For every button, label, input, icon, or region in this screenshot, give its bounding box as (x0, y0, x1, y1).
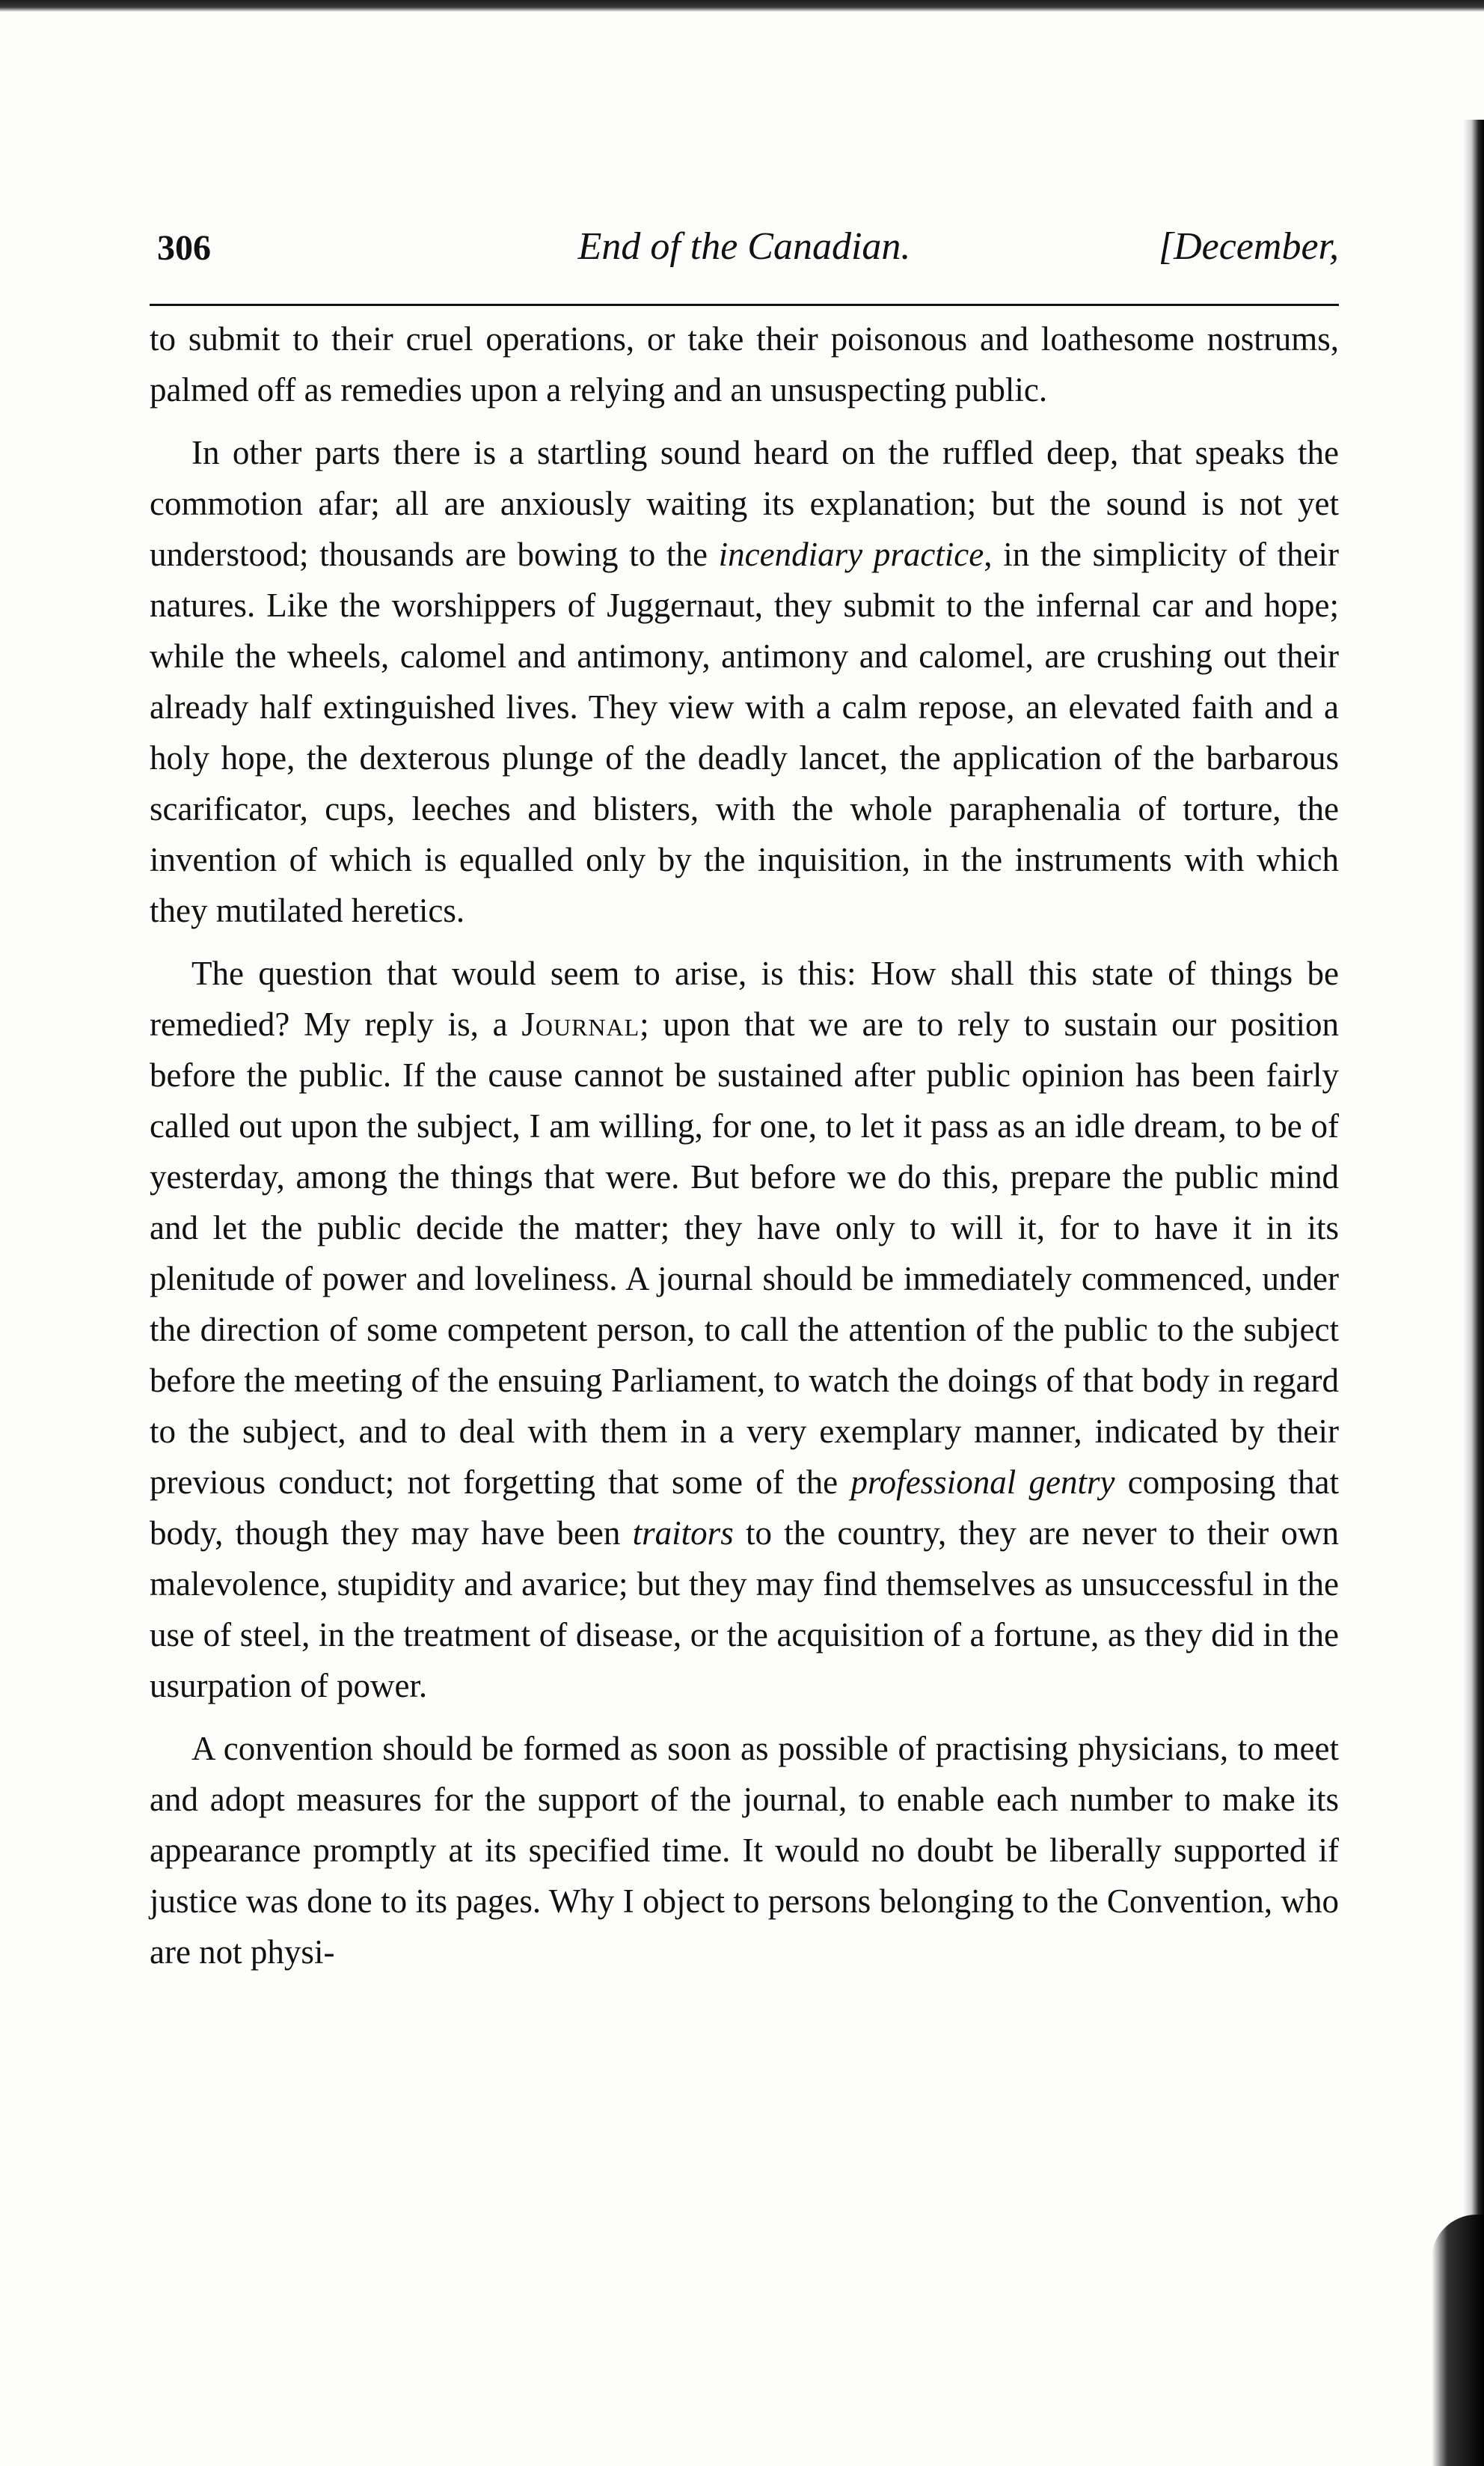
text-run: to the country, they are never to their own malevolence, stupidity and avarice; but they may find themselves as unsuccessful in the use of steel, in the treatment of disease, or the acquisition of a fortune, as they did in the usurpation of power. (150, 1514, 1339, 1704)
text-run: , in the simplicity of their natures. Like the worshippers of Juggernaut, they submit to the infernal car and hope; while the wheels, calomel and antimony, antimony and calomel, are crushing out their already half extinguished lives. They view with a calm repose, an elevated faith and a holy hope, the dexterous plunge of the deadly lancet, the application of the barbarous scarificator, cups, leeches and blisters, with the whole paraphenalia of torture, the invention of which is equalled only by the inquisition, in the instruments with which they mutilated heretics. (150, 536, 1340, 929)
running-head (150, 217, 1339, 277)
smallcaps-word: Journal (521, 1006, 640, 1043)
paragraph (150, 1723, 1339, 1977)
paragraph (150, 427, 1339, 936)
italic-phrase: traitors (632, 1514, 734, 1552)
page-binding-edge (1463, 120, 1484, 2466)
page-top-edge-shadow (0, 0, 1484, 12)
book-page (150, 217, 1339, 1989)
text-run: A convention should be formed as soon as possible of practising physicians, to meet and adopt measures for the support of the journal, to enable each number to make its appearance promptly at its specified time. It would no doubt be liberally supported if justice was done to its pages. Why I object to persons belonging to the Convention, who are not physi- (150, 1730, 1339, 1971)
text-run: to submit to their cruel operations, or take their poisonous and loathesome nostrums, palmed off as remedies upon a relying and an unsuspecting public. (150, 320, 1339, 409)
italic-phrase: professional gentry (850, 1463, 1115, 1501)
running-title: End of the Canadian. (577, 225, 911, 268)
page-binding-corner (1432, 2215, 1484, 2466)
text-run: The question that would seem to arise, is this: How shall this state of things be remedied? My reply is, a (150, 955, 1339, 1043)
text-run: composing that body, though they may have been (150, 1463, 1340, 1552)
text-run: ; upon that we are to rely to sustain our position before the public. If the cause cannot be sustained after public opinion has been fairly called out upon the subject, I am willing, for one, to let it pass as an idle dream, to be of yesterday, among the things that were. But before we do this, prepare the public mind and let the public decide the matter; they have only to will it, for to have it in its plenitude of power and loveliness. A journal should be immediately commenced, under the direction of some competent person, to call the attention of the public to the subject before the meeting of the ensuing Parliament, to watch the doings of that body in regard to the subject, and to deal with them in a very exemplary manner, indicated by their previous conduct; not forgetting that some of the (150, 1006, 1339, 1501)
paragraph (150, 948, 1339, 1711)
running-month: [December, (1158, 225, 1339, 268)
text-run: In other parts there is a startling sound heard on the ruffled deep, that speaks the commotion afar; all are anxiously waiting its explanation; but the sound is not yet understood; thousands are bowing to the (150, 434, 1339, 573)
page-number: 306 (157, 228, 211, 268)
paragraph (150, 313, 1339, 415)
header-rule (150, 304, 1339, 306)
body-text (150, 313, 1339, 1977)
italic-phrase: incendiary practice (718, 536, 984, 573)
